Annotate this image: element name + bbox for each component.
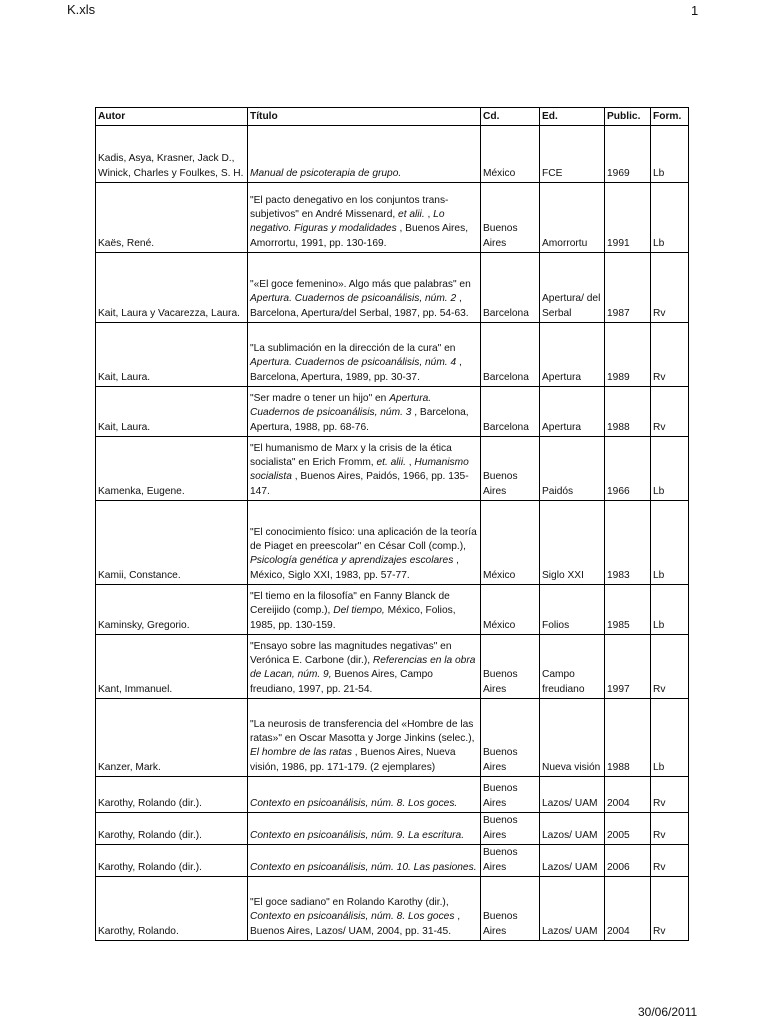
table-body bbox=[96, 126, 689, 941]
titulo-segment: Referencias en la obra de Lacan, núm. 9, bbox=[250, 655, 476, 681]
cell-cd: Buenos Aires bbox=[481, 813, 540, 845]
cell-autor: Kadis, Asya, Krasner, Jack D., Winick, Charles y Foulkes, S. H. bbox=[96, 126, 248, 183]
cell-titulo bbox=[248, 253, 481, 323]
titulo-segment: Apertura. Cuadernos de psicoanálisis, núm. 3 bbox=[250, 393, 432, 419]
cell-ed: Apertura/ del Serbal bbox=[540, 253, 605, 323]
table-header-row bbox=[96, 108, 689, 126]
titulo-segment: El hombre de las ratas bbox=[250, 747, 352, 759]
file-name: K.xls bbox=[67, 2, 96, 17]
cell-ed: Siglo XXI bbox=[540, 501, 605, 585]
column-header-cd: Cd. bbox=[481, 108, 540, 126]
table-row bbox=[96, 183, 689, 253]
cell-ed: FCE bbox=[540, 126, 605, 183]
cell-titulo bbox=[248, 877, 481, 941]
cell-form: Rv bbox=[651, 635, 689, 699]
cell-autor: Kamenka, Eugene. bbox=[96, 437, 248, 501]
table-row bbox=[96, 437, 689, 501]
cell-autor: Karothy, Rolando (dir.). bbox=[96, 813, 248, 845]
cell-form: Rv bbox=[651, 813, 689, 845]
cell-cd: Barcelona bbox=[481, 253, 540, 323]
table-row bbox=[96, 126, 689, 183]
cell-cd: Buenos Aires bbox=[481, 635, 540, 699]
titulo-segment: "La neurosis de transferencia del «Hombre de las ratas»" en Oscar Masotta y Jorge Jinkins (selec.), bbox=[250, 718, 475, 745]
cell-autor: Kait, Laura. bbox=[96, 387, 248, 437]
titulo-segment: Contexto en psicoanálisis, núm. 9. La escritura. bbox=[250, 829, 465, 841]
cell-public: 1989 bbox=[605, 323, 651, 387]
cell-autor: Kanzer, Mark. bbox=[96, 699, 248, 777]
cell-autor: Karothy, Rolando (dir.). bbox=[96, 845, 248, 877]
titulo-segment: , Buenos Aires, Lazos/ UAM, 2004, pp. 31-45. bbox=[250, 911, 461, 937]
cell-titulo bbox=[248, 183, 481, 253]
cell-autor: Karothy, Rolando. bbox=[96, 877, 248, 941]
cell-public: 1985 bbox=[605, 585, 651, 635]
cell-public: 1988 bbox=[605, 699, 651, 777]
table-row bbox=[96, 323, 689, 387]
titulo-segment: Apertura. Cuadernos de psicoanálisis, núm. 2 bbox=[250, 293, 457, 305]
cell-titulo bbox=[248, 387, 481, 437]
cell-form: Lb bbox=[651, 501, 689, 585]
table-row bbox=[96, 845, 689, 877]
titulo-segment: Contexto en psicoanálisis, núm. 10. Las pasiones. bbox=[250, 861, 477, 873]
cell-form: Lb bbox=[651, 699, 689, 777]
titulo-segment: "El tiemo en la filosofía" en Fanny Blanck de Cereijido (comp.), bbox=[250, 591, 450, 617]
titulo-segment: "«El goce femenino». Algo más que palabras" en bbox=[250, 279, 471, 291]
cell-ed: Folios bbox=[540, 585, 605, 635]
cell-autor: Kait, Laura y Vacarezza, Laura. bbox=[96, 253, 248, 323]
cell-ed: Campo freudiano bbox=[540, 635, 605, 699]
cell-public: 2004 bbox=[605, 877, 651, 941]
cell-cd: México bbox=[481, 126, 540, 183]
cell-autor: Kant, Immanuel. bbox=[96, 635, 248, 699]
titulo-segment: "El goce sadiano" en Rolando Karothy (dir.), bbox=[250, 897, 449, 909]
cell-titulo bbox=[248, 323, 481, 387]
column-header-titulo: Título bbox=[248, 108, 481, 126]
cell-autor: Kaminsky, Gregorio. bbox=[96, 585, 248, 635]
titulo-segment: "El pacto denegativo en los conjuntos trans-subjetivos" en André Missenard, bbox=[250, 194, 449, 221]
cell-titulo bbox=[248, 777, 481, 813]
titulo-segment: Apertura. Cuadernos de psicoanálisis, núm. 4 bbox=[250, 357, 457, 369]
column-header-autor: Autor bbox=[96, 108, 248, 126]
titulo-segment: et. alii. bbox=[376, 457, 406, 469]
titulo-segment: Manual de psicoterapia de grupo. bbox=[250, 167, 402, 179]
cell-cd: Barcelona bbox=[481, 323, 540, 387]
cell-public: 1966 bbox=[605, 437, 651, 501]
cell-form: Lb bbox=[651, 126, 689, 183]
cell-form: Rv bbox=[651, 323, 689, 387]
cell-public: 2004 bbox=[605, 777, 651, 813]
table-row bbox=[96, 699, 689, 777]
table-row bbox=[96, 501, 689, 585]
cell-form: Rv bbox=[651, 387, 689, 437]
titulo-segment: , Barcelona, Apertura/del Serbal, 1987, pp. 54-63. bbox=[250, 293, 469, 319]
titulo-segment: Psicología genética y aprendizajes escolares bbox=[250, 555, 454, 567]
table-row bbox=[96, 813, 689, 845]
cell-cd: Buenos Aires bbox=[481, 183, 540, 253]
catalog-table bbox=[95, 107, 689, 941]
cell-titulo bbox=[248, 845, 481, 877]
titulo-segment: , Buenos Aires, Paidós, 1966, pp. 135-147. bbox=[250, 471, 469, 497]
table-row bbox=[96, 777, 689, 813]
cell-ed: Nueva visión bbox=[540, 699, 605, 777]
titulo-segment: , bbox=[405, 457, 415, 469]
titulo-segment: "Ensayo sobre las magnitudes negativas" en Verónica E. Carbone (dir.), bbox=[250, 640, 452, 667]
cell-autor: Kait, Laura. bbox=[96, 323, 248, 387]
table-row bbox=[96, 635, 689, 699]
cell-ed: Lazos/ UAM bbox=[540, 813, 605, 845]
cell-form: Rv bbox=[651, 877, 689, 941]
cell-ed: Paidós bbox=[540, 437, 605, 501]
cell-cd: Buenos Aires bbox=[481, 845, 540, 877]
footer-date: 30/06/2011 bbox=[638, 1005, 698, 1019]
titulo-segment: "El conocimiento físico: una aplicación de la teoría de Piaget en preescolar" en César Coll (comp.), bbox=[250, 526, 477, 553]
cell-titulo bbox=[248, 501, 481, 585]
cell-autor: Kamii, Constance. bbox=[96, 501, 248, 585]
cell-cd: Buenos Aires bbox=[481, 699, 540, 777]
table-row bbox=[96, 387, 689, 437]
titulo-segment: , Barcelona, Apertura, 1988, pp. 68-76. bbox=[250, 407, 469, 433]
table-row bbox=[96, 253, 689, 323]
cell-titulo bbox=[248, 635, 481, 699]
page-number: 1 bbox=[691, 3, 699, 18]
titulo-segment: México, Folios, 1985, pp. 130-159. bbox=[250, 605, 456, 631]
titulo-segment: Contexto en psicoanálisis, núm. 8. Los goces. bbox=[250, 797, 458, 809]
titulo-segment: "El humanismo de Marx y la crisis de la ética socialista" en Erich Fromm, bbox=[250, 442, 452, 469]
titulo-segment: Del tiempo, bbox=[333, 605, 385, 617]
cell-public: 1988 bbox=[605, 387, 651, 437]
cell-autor: Karothy, Rolando (dir.). bbox=[96, 777, 248, 813]
cell-form: Lb bbox=[651, 437, 689, 501]
cell-titulo bbox=[248, 437, 481, 501]
cell-cd: México bbox=[481, 501, 540, 585]
cell-cd: Buenos Aires bbox=[481, 437, 540, 501]
titulo-segment: Contexto en psicoanálisis, núm. 8. Los goces bbox=[250, 911, 455, 923]
titulo-segment: Buenos Aires, Campo freudiano, 1997, pp. 21-54. bbox=[250, 669, 433, 695]
titulo-segment: , bbox=[424, 209, 434, 221]
cell-titulo bbox=[248, 699, 481, 777]
column-header-form: Form. bbox=[651, 108, 689, 126]
titulo-segment: , Barcelona, Apertura, 1989, pp. 30-37. bbox=[250, 357, 462, 383]
cell-public: 2006 bbox=[605, 845, 651, 877]
cell-form: Lb bbox=[651, 585, 689, 635]
cell-form: Rv bbox=[651, 253, 689, 323]
cell-form: Rv bbox=[651, 777, 689, 813]
titulo-segment: , Buenos Aires, Nueva visión, 1986, pp. 171-179. (2 ejemplares) bbox=[250, 747, 456, 773]
column-header-ed: Ed. bbox=[540, 108, 605, 126]
cell-public: 1983 bbox=[605, 501, 651, 585]
column-header-public: Public. bbox=[605, 108, 651, 126]
cell-ed: Lazos/ UAM bbox=[540, 845, 605, 877]
titulo-segment: Humanismo socialista bbox=[250, 457, 469, 483]
titulo-segment: Lo negativo. Figuras y modalidades bbox=[250, 209, 445, 235]
cell-autor: Kaës, René. bbox=[96, 183, 248, 253]
cell-public: 1991 bbox=[605, 183, 651, 253]
cell-public: 1997 bbox=[605, 635, 651, 699]
cell-titulo bbox=[248, 585, 481, 635]
cell-ed: Lazos/ UAM bbox=[540, 777, 605, 813]
cell-ed: Lazos/ UAM bbox=[540, 877, 605, 941]
table-row bbox=[96, 585, 689, 635]
cell-cd: Barcelona bbox=[481, 387, 540, 437]
cell-cd: Buenos Aires bbox=[481, 877, 540, 941]
cell-form: Rv bbox=[651, 845, 689, 877]
titulo-segment: , Buenos Aires, Amorrortu, 1991, pp. 130-169. bbox=[250, 223, 469, 249]
cell-cd: México bbox=[481, 585, 540, 635]
cell-public: 2005 bbox=[605, 813, 651, 845]
titulo-segment: "Ser madre o tener un hijo" en bbox=[250, 393, 390, 405]
cell-ed: Apertura bbox=[540, 387, 605, 437]
cell-public: 1987 bbox=[605, 253, 651, 323]
cell-form: Lb bbox=[651, 183, 689, 253]
cell-cd: Buenos Aires bbox=[481, 777, 540, 813]
table-row bbox=[96, 877, 689, 941]
cell-ed: Amorrortu bbox=[540, 183, 605, 253]
cell-titulo bbox=[248, 813, 481, 845]
titulo-segment: , México, Siglo XXI, 1983, pp. 57-77. bbox=[250, 555, 459, 581]
titulo-segment: et alii. bbox=[398, 209, 425, 221]
cell-public: 1969 bbox=[605, 126, 651, 183]
cell-ed: Apertura bbox=[540, 323, 605, 387]
titulo-segment: "La sublimación en la dirección de la cura" en bbox=[250, 343, 456, 355]
cell-titulo bbox=[248, 126, 481, 183]
